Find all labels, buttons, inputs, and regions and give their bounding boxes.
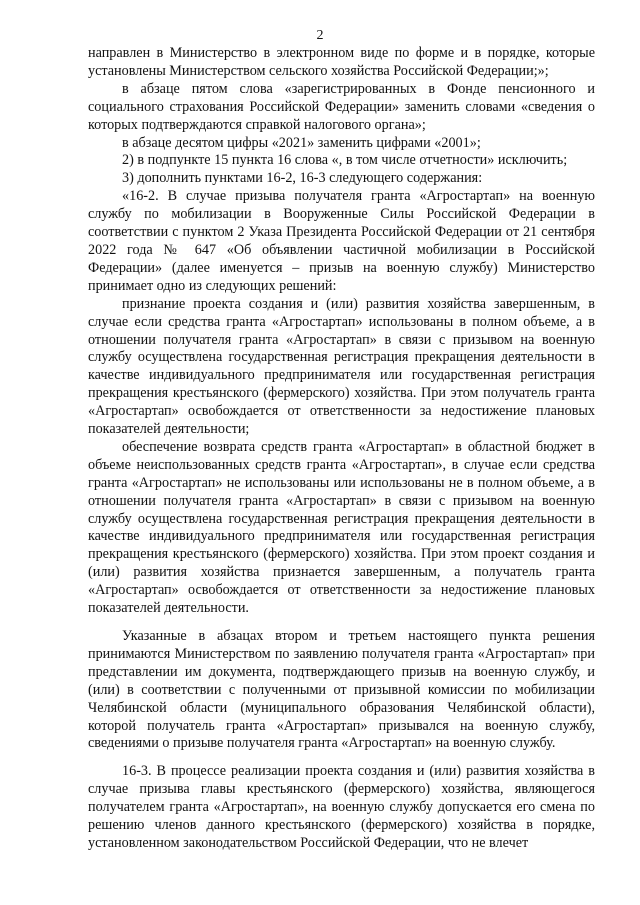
page-number: 2 [316,28,324,43]
paragraph-item-2: 2) в подпункте 15 пункта 16 слова «, в том числе отчетности» исключить; [122,152,568,169]
paragraph-amendment-fifth: в абзаце пятом слова «зарегистрированных в Фонде пенсионного и социального страхования Российской Федерации» заменить словами «сведения о которых подтверждаются справкой налогового органа»; [88,80,595,133]
paragraph-decision-return: обеспечение возврата средств гранта «Агростартап» в областной бюджет в объеме неиспользованных средств гранта «Агростартап», в случае если средства гранта «Агростартап» не использованы или использованы не в полном объеме, а в отношении получателя гранта «Агростартап» в связи с призывом на военную службу осуществлена государственная регистрация прекращения деятельности в качестве индивидуального предпринимателя или государственная регистрация прекращения крестьянского (фермерского) хозяйства. При этом проект создания и (или) развития хозяйства признается завершенным, а получатель гранта «Агростартап» освобождается от ответственности за недостижение плановых показателей деятельности. [88,438,595,617]
paragraph-amendment-tenth: в абзаце десятом цифры «2021» заменить цифрами «2001»; [122,134,481,151]
paragraph-continuation: направлен в Министерство в электронном виде по форме и в порядке, которые установлены Министерством сельского хозяйства Российской Федерации;»; [88,45,595,79]
paragraph-16-3: 16-3. В процессе реализации проекта создания и (или) развития хозяйства в случае призыва главы крестьянского (фермерского) хозяйства, являющегося получателем гранта «Агростартап», на военную службу допускается его смена по решению членов данного крестьянского (фермерского) хозяйства в порядке, установленном законодательством Российской Федерации, что не влечет [88,763,595,851]
paragraph-item-3: 3) дополнить пунктами 16-2, 16-3 следующего содержания: [122,170,483,187]
paragraph-16-2: «16-2. В случае призыва получателя гранта «Агростартап» на военную службу по мобилизации в Вооруженные Силы Российской Федерации в соответствии с пунктом 2 Указа Президента Российской Федерации от 21 сентября 2022 года № 647 «Об объявлении частичной мобилизации в Российской Федерации» (далее именуется – призыв на военную службу) Министерство принимает одно из следующих решений: [88,188,595,294]
paragraph-decisions-basis: Указанные в абзацах втором и третьем настоящего пункта решения принимаются Министерством по заявлению получателя гранта «Агростартап» при представлении им документа, подтверждающего призыв на военную службу, и (или) в соответствии с полученными от призывной комиссии по мобилизации Челябинской области (муниципального образования Челябинской области), которой получатель гранта «Агростартап» призывался на военную службу, сведениями о призыве получателя гранта «Агростартап» на военную службу. [88,628,595,752]
document-body [88,45,595,853]
paragraph-decision-completed: признание проекта создания и (или) развития хозяйства завершенным, в случае если средства гранта «Агростартап» использованы в полном объеме, а в отношении получателя гранта «Агростартап» в связи с призывом на военную службу осуществлена государственная регистрация прекращения деятельности в качестве индивидуального предпринимателя или государственная регистрация прекращения крестьянского (фермерского) хозяйства. При этом получатель гранта «Агростартап» освобождается от ответственности за недостижение плановых показателей деятельности; [88,295,595,438]
